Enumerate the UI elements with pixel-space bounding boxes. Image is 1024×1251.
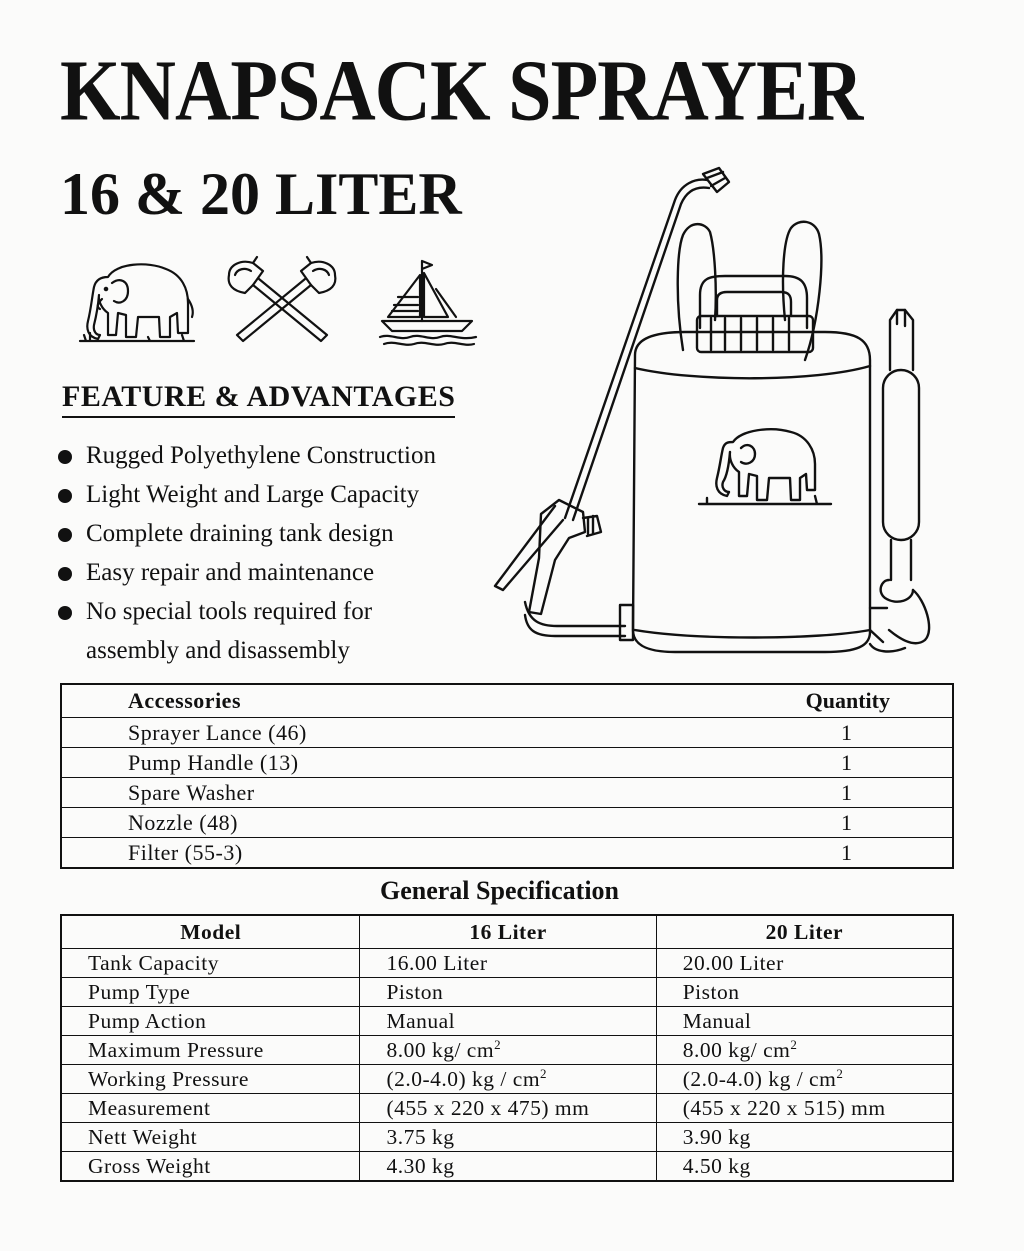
spec-label: Measurement — [61, 1094, 360, 1123]
feature-text: Easy repair and maintenance — [86, 559, 375, 586]
spec-label: Maximum Pressure — [61, 1036, 360, 1065]
spec-value-20: 3.90 kg — [656, 1123, 953, 1152]
brand-logos — [78, 255, 478, 350]
spec-value-20 — [656, 1036, 953, 1065]
table-row — [61, 949, 953, 978]
table-row — [61, 1152, 953, 1182]
page-subtitle: 16 & 20 LITER — [60, 161, 462, 227]
table-header-row — [61, 915, 953, 949]
spec-value-16: (455 x 220 x 475) mm — [360, 1094, 656, 1123]
crossed-axes-icon — [223, 255, 341, 347]
accessory-qty: 1 — [652, 778, 953, 808]
spec-label: Nett Weight — [61, 1123, 360, 1152]
sprayer-illustration — [485, 160, 955, 670]
feature-text: assembly and disassembly — [86, 637, 350, 664]
accessory-qty: 1 — [652, 718, 953, 748]
accessories-table — [60, 683, 954, 869]
spec-value-16 — [360, 1036, 656, 1065]
spec-value-16 — [360, 1065, 656, 1094]
accessory-name: Filter (55-3) — [61, 838, 652, 869]
column-header-quantity: Quantity — [652, 684, 953, 718]
features-heading: FEATURE & ADVANTAGES — [62, 380, 455, 418]
spec-label: Tank Capacity — [61, 949, 360, 978]
features-list — [58, 436, 436, 670]
spec-label: Pump Type — [61, 978, 360, 1007]
accessory-qty: 1 — [652, 838, 953, 869]
spec-value-20 — [656, 1065, 953, 1094]
bullet-icon — [58, 489, 72, 503]
list-item — [58, 592, 436, 631]
table-row — [61, 1007, 953, 1036]
spec-value-20: Piston — [656, 978, 953, 1007]
spec-label: Working Pressure — [61, 1065, 360, 1094]
list-item — [58, 475, 436, 514]
spec-value-text: 8.00 kg/ cm — [386, 1038, 495, 1063]
table-row — [61, 1036, 953, 1065]
list-item — [58, 436, 436, 475]
accessory-name: Sprayer Lance (46) — [61, 718, 652, 748]
spec-value-16: 4.30 kg — [360, 1152, 656, 1182]
accessory-qty: 1 — [652, 748, 953, 778]
spec-value-16: 16.00 Liter — [360, 949, 656, 978]
specification-table — [60, 914, 954, 1182]
feature-text: No special tools required for — [86, 598, 373, 625]
table-row — [61, 778, 953, 808]
column-header-20-liter: 20 Liter — [656, 915, 953, 949]
spec-label: Pump Action — [61, 1007, 360, 1036]
column-header-model: Model — [61, 915, 360, 949]
list-item — [58, 631, 436, 670]
accessory-name: Pump Handle (13) — [61, 748, 652, 778]
column-header-accessories: Accessories — [61, 684, 652, 718]
accessory-qty: 1 — [652, 808, 953, 838]
sailboat-icon — [378, 255, 478, 347]
feature-text: Rugged Polyethylene Construction — [86, 442, 436, 469]
page-title: KNAPSACK SPRAYER — [60, 41, 863, 139]
table-row — [61, 1065, 953, 1094]
list-item — [58, 514, 436, 553]
table-row — [61, 978, 953, 1007]
spec-value-16: Piston — [360, 978, 656, 1007]
superscript: 2 — [790, 1036, 798, 1052]
table-row — [61, 838, 953, 869]
elephant-icon — [78, 255, 196, 347]
spec-value-16: Manual — [360, 1007, 656, 1036]
bullet-icon — [58, 528, 72, 542]
spec-value-text: 8.00 kg/ cm — [682, 1038, 791, 1063]
bullet-icon — [58, 450, 72, 464]
feature-text: Light Weight and Large Capacity — [86, 481, 420, 508]
table-row — [61, 1094, 953, 1123]
spec-value-text: (2.0-4.0) kg / cm — [682, 1067, 837, 1092]
table-row — [61, 808, 953, 838]
feature-text: Complete draining tank design — [86, 520, 394, 547]
spec-value-16: 3.75 kg — [360, 1123, 656, 1152]
list-item — [58, 553, 436, 592]
spec-value-20: 4.50 kg — [656, 1152, 953, 1182]
table-row — [61, 1123, 953, 1152]
bullet-icon — [58, 567, 72, 581]
table-row — [61, 748, 953, 778]
superscript: 2 — [494, 1036, 502, 1052]
spec-value-20: (455 x 220 x 515) mm — [656, 1094, 953, 1123]
accessory-name: Spare Washer — [61, 778, 652, 808]
accessory-name: Nozzle (48) — [61, 808, 652, 838]
table-header-row — [61, 684, 953, 718]
specification-heading: General Specification — [380, 876, 620, 905]
superscript: 2 — [836, 1065, 844, 1081]
table-row — [61, 718, 953, 748]
spec-value-20: Manual — [656, 1007, 953, 1036]
bullet-icon — [58, 606, 72, 620]
superscript: 2 — [540, 1065, 548, 1081]
spec-value-20: 20.00 Liter — [656, 949, 953, 978]
spec-label: Gross Weight — [61, 1152, 360, 1182]
column-header-16-liter: 16 Liter — [360, 915, 656, 949]
spec-value-text: (2.0-4.0) kg / cm — [386, 1067, 541, 1092]
